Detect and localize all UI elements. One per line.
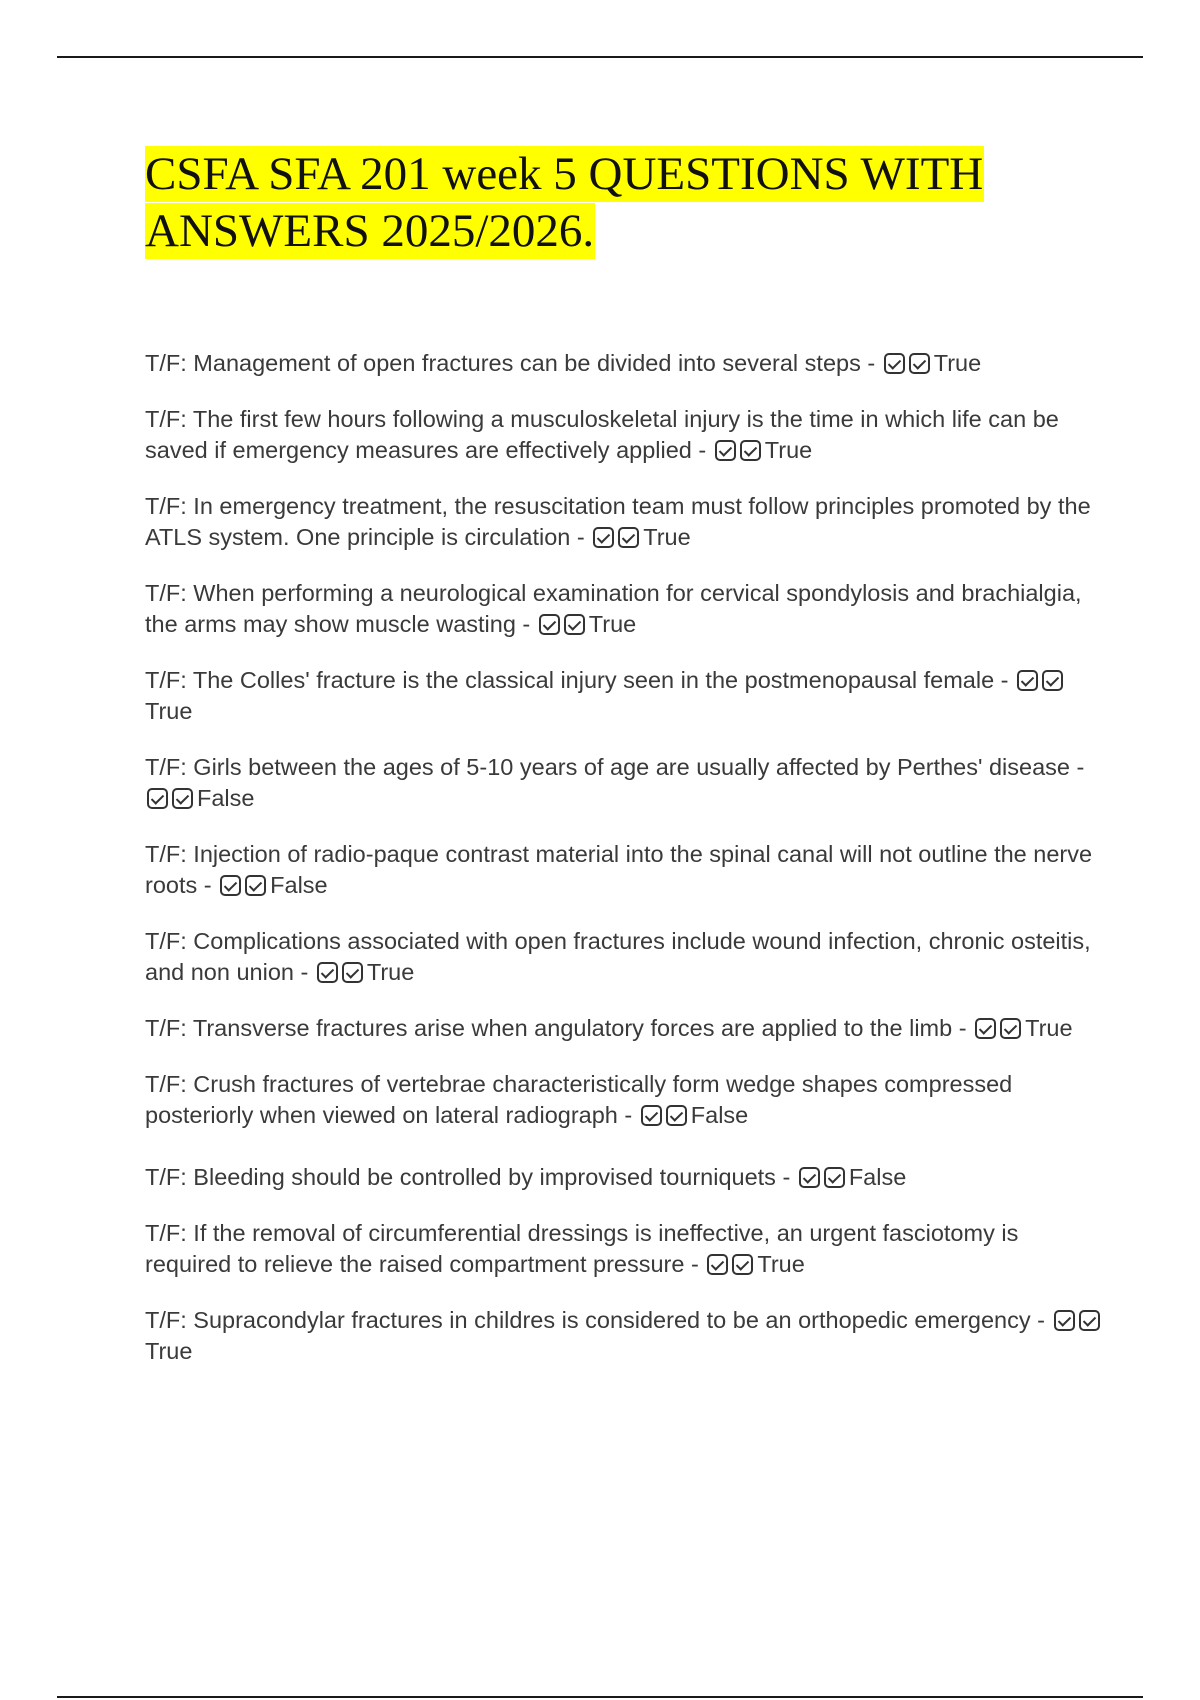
question-text: T/F: Management of open fractures can be divided into several steps -: [145, 350, 876, 376]
question-text: T/F: Bleeding should be controlled by improvised tourniquets -: [145, 1164, 791, 1190]
check-box-icon: [799, 1167, 820, 1188]
question-text: T/F: The Colles' fracture is the classical injury seen in the postmenopausal female -: [145, 667, 1009, 693]
check-box-icon: [1000, 1018, 1021, 1039]
question-text: T/F: The first few hours following a musculoskeletal injury is the time in which life can be saved if emergency measures are effectively applied -: [145, 406, 1059, 463]
answer-text: True: [1025, 1015, 1073, 1041]
qa-item: [145, 1218, 1105, 1280]
check-box-icon: [342, 962, 363, 983]
qa-item: [145, 348, 1105, 379]
top-rule: [57, 56, 1143, 58]
qa-item: [145, 1305, 1105, 1367]
check-box-icon: [245, 875, 266, 896]
document-title: [145, 146, 1085, 260]
title-highlight: CSFA SFA 201 week 5 QUESTIONS WITH ANSWERS 2025/2026.: [145, 148, 984, 257]
check-box-icon: [707, 1254, 728, 1275]
answer-text: False: [690, 1102, 749, 1128]
qa-item: [145, 1069, 1105, 1131]
check-box-icon: [641, 1105, 662, 1126]
check-box-icon: [740, 440, 761, 461]
qa-item: [145, 1162, 1105, 1193]
answer-text: True: [588, 611, 637, 637]
check-box-icon: [172, 788, 193, 809]
check-box-icon: [220, 875, 241, 896]
check-box-icon: [666, 1105, 687, 1126]
answer-text: True: [366, 959, 415, 985]
check-box-icon: [884, 353, 905, 374]
answer-text: True: [933, 350, 982, 376]
answer-text: True: [145, 1338, 193, 1364]
check-box-icon: [732, 1254, 753, 1275]
check-box-icon: [1017, 670, 1038, 691]
check-box-icon: [824, 1167, 845, 1188]
check-box-icon: [975, 1018, 996, 1039]
check-box-icon: [539, 614, 560, 635]
answer-text: True: [757, 1251, 805, 1277]
question-text: T/F: Complications associated with open fractures include wound infection, chronic osteitis, and non union -: [145, 928, 1091, 985]
check-box-icon: [593, 527, 614, 548]
answer-text: True: [145, 698, 193, 724]
answer-text: True: [764, 437, 813, 463]
question-text: T/F: If the removal of circumferential dressings is ineffective, an urgent fasciotomy is required to relieve the raised compartment pressure -: [145, 1220, 1019, 1277]
check-box-icon: [1079, 1310, 1100, 1331]
check-box-icon: [618, 527, 639, 548]
question-text: T/F: When performing a neurological examination for cervical spondylosis and brachialgia, the arms may show muscle wasting -: [145, 580, 1082, 637]
question-text: T/F: Transverse fractures arise when angulatory forces are applied to the limb -: [145, 1015, 967, 1041]
qa-item: [145, 491, 1105, 553]
qa-item: [145, 665, 1105, 727]
question-list: [145, 348, 1105, 1392]
answer-text: False: [270, 872, 328, 898]
qa-item: [145, 839, 1105, 901]
bottom-rule: [57, 1696, 1143, 1698]
check-box-icon: [715, 440, 736, 461]
check-box-icon: [1042, 670, 1063, 691]
check-box-icon: [564, 614, 585, 635]
question-text: T/F: Injection of radio-paque contrast material into the spinal canal will not outline the nerve roots -: [145, 841, 1093, 898]
answer-text: False: [848, 1164, 907, 1190]
qa-item: [145, 1013, 1105, 1044]
question-text: T/F: In emergency treatment, the resuscitation team must follow principles promoted by the ATLS system. One principle is circulation -: [145, 493, 1091, 550]
qa-item: [145, 404, 1105, 466]
qa-item: [145, 752, 1105, 814]
question-text: T/F: Crush fractures of vertebrae characteristically form wedge shapes compressed posteriorly when viewed on lateral radiograph -: [145, 1071, 1013, 1128]
qa-item: [145, 578, 1105, 640]
answer-text: True: [643, 524, 691, 550]
answer-text: False: [197, 785, 255, 811]
check-box-icon: [909, 353, 930, 374]
qa-item: [145, 926, 1105, 988]
question-text: T/F: Supracondylar fractures in childres is considered to be an orthopedic emergency -: [145, 1307, 1045, 1333]
check-box-icon: [317, 962, 338, 983]
question-text: T/F: Girls between the ages of 5-10 years of age are usually affected by Perthes' disease -: [145, 754, 1085, 780]
check-box-icon: [1054, 1310, 1075, 1331]
check-box-icon: [147, 788, 168, 809]
